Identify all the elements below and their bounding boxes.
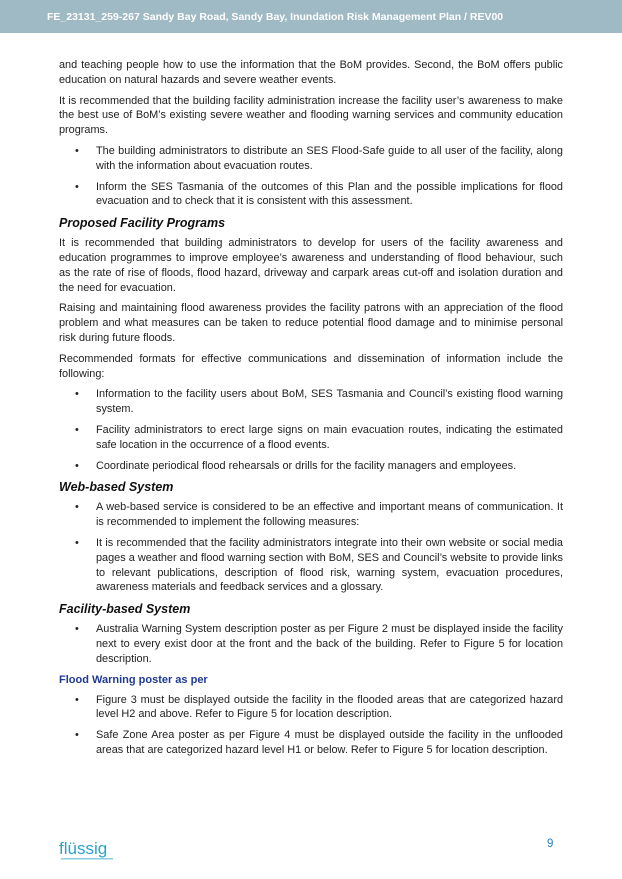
- list-item: • A web-based service is considered to be an effective and important means of communication. It is recommended to implement the following measures:: [75, 501, 563, 529]
- bullet-icon: •: [75, 501, 79, 514]
- page-content: [59, 58, 563, 764]
- paragraph: It is recommended that the building facility administration increase the facility user’s awareness to make the best use of BoM’s existing severe weather and flooding warning services and community education programs.: [59, 94, 563, 137]
- flussig-logo: [59, 837, 121, 863]
- bullet-icon: •: [75, 144, 79, 157]
- paragraph: Recommended formats for effective communications and dissemination of information include the following:: [59, 352, 563, 380]
- page-number: 9: [547, 838, 554, 850]
- logo-underline: [61, 858, 113, 860]
- bullet-icon: •: [75, 536, 79, 549]
- list-item: • Information to the facility users about BoM, SES Tasmania and Council’s existing flood warning system.: [75, 388, 563, 416]
- section-heading: Facility-based System: [59, 602, 191, 617]
- bullet-icon: •: [75, 180, 79, 193]
- paragraph: Raising and maintaining flood awareness provides the facility patrons with an appreciation of the flood problem and what measures can be taken to reduce potential flood damage and to minimise personal risk during future floods.: [59, 302, 563, 344]
- list-item: • Figure 3 must be displayed outside the facility in the flooded areas that are categorized hazard level H2 and above. Refer to Figure 5 for location description.: [75, 693, 563, 721]
- list-item: • Coordinate periodical flood rehearsals or drills for the facility managers and employees.: [75, 459, 517, 472]
- header-bar: [0, 0, 622, 33]
- logo-wordmark: flüssig: [59, 839, 108, 858]
- bullet-icon: •: [75, 423, 79, 436]
- bullet-icon: •: [75, 388, 79, 401]
- document-title: FE_23131_259-267 Sandy Bay Road, Sandy Bay, Inundation Risk Management Plan / REV00: [47, 11, 504, 23]
- list-item: • Australia Warning System description poster as per Figure 2 must be displayed inside the facility next to every exist door at the front and the back of the building. Refer to Figure 5 for location description.: [75, 623, 563, 665]
- list-item: • Safe Zone Area poster as per Figure 4 must be displayed outside the facility in the unflooded areas that are categorized hazard level H1 or below. Refer to Figure 5 for location description.: [75, 729, 563, 756]
- list-item: • It is recommended that the facility administrators integrate into their own website or social media pages a weather and flood warning section with BoM, SES and Council’s website to provide links to relevant publications, description of flood risk, warning system, evacuation procedures, awareness materials and feedback services and a glossary.: [75, 536, 563, 594]
- bullet-icon: •: [75, 729, 79, 742]
- bullet-icon: •: [75, 623, 79, 636]
- bullet-icon: •: [75, 459, 79, 472]
- list-item: • Facility administrators to erect large signs on main evacuation routes, indicating the estimated safe location in the occurrence of a flood events.: [75, 423, 563, 451]
- list-item: • The building administrators to distribute an SES Flood-Safe guide to all user of the facility, along with the information about evacuation routes.: [75, 144, 563, 172]
- sub-heading: Flood Warning poster as per: [59, 673, 208, 686]
- paragraph: and teaching people how to use the information that the BoM provides. Second, the BoM offers public education on natural hazards and severe weather events.: [59, 59, 563, 86]
- bullet-list: [59, 622, 563, 666]
- bullet-icon: •: [75, 693, 79, 706]
- bullet-list: [59, 500, 563, 595]
- section-heading: Proposed Facility Programs: [59, 216, 226, 231]
- paragraph: It is recommended that building administrators to develop for users of the facility awareness and education programmes to improve employee’s awareness and understanding of flood behaviour, such as the rate of rise of floods, flood hazard, driveway and carpark areas cut-off and isolation duration and the need for evacuation.: [59, 237, 563, 294]
- bullet-list: [59, 144, 563, 209]
- list-item: • Inform the SES Tasmania of the outcomes of this Plan and the possible implications for flood evacuation and to check that it is consistent with this assessment.: [75, 180, 563, 208]
- section-heading: Web-based System: [59, 480, 174, 495]
- bullet-list: [59, 693, 563, 758]
- bullet-list: [59, 387, 563, 473]
